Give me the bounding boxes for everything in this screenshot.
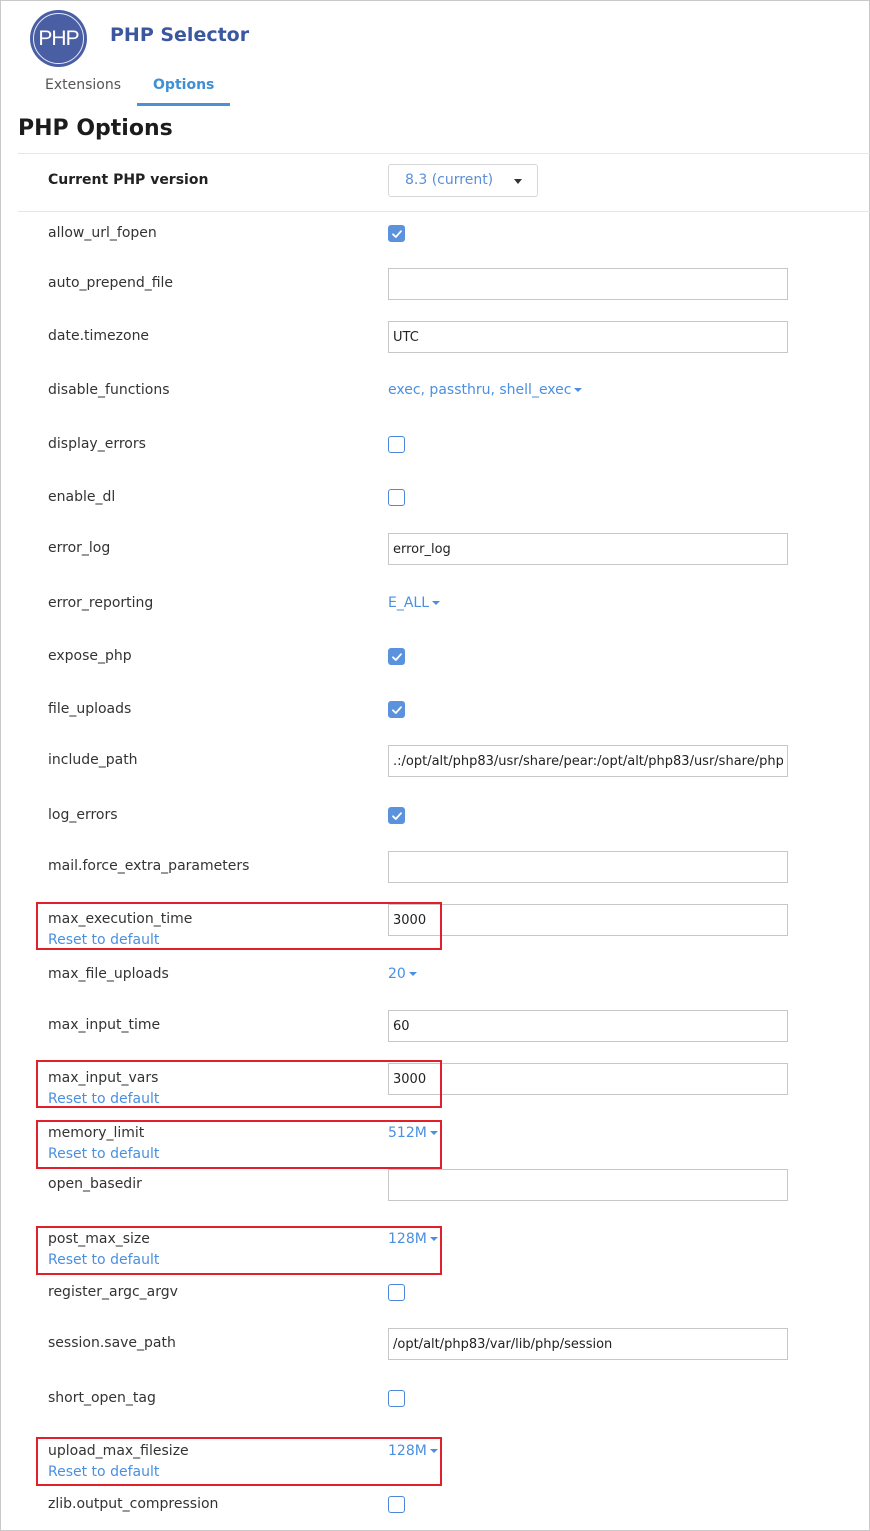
option-label-max-input-vars: max_input_vars bbox=[48, 1070, 159, 1086]
error-log-input[interactable] bbox=[388, 533, 788, 565]
option-label-open-basedir: open_basedir bbox=[48, 1176, 142, 1192]
option-label-error-reporting: error_reporting bbox=[48, 595, 154, 611]
checkmark-icon bbox=[391, 810, 403, 822]
divider bbox=[18, 211, 870, 212]
option-label-date-timezone: date.timezone bbox=[48, 328, 150, 344]
option-label-max-input-time: max_input_time bbox=[48, 1017, 161, 1033]
option-label-memory-limit: memory_limit bbox=[48, 1125, 145, 1141]
post-max-size-dropdown-value: 128M bbox=[388, 1231, 427, 1247]
disable-functions-dropdown[interactable] bbox=[388, 382, 582, 398]
option-label-auto-prepend-file: auto_prepend_file bbox=[48, 275, 174, 291]
option-label-mail-force-extra-parameters: mail.force_extra_parameters bbox=[48, 858, 250, 874]
option-label-register-argc-argv: register_argc_argv bbox=[48, 1284, 178, 1300]
option-label-post-max-size: post_max_size bbox=[48, 1231, 150, 1247]
php-version-select[interactable] bbox=[388, 164, 538, 197]
disable-functions-dropdown-value: exec, passthru, shell_exec bbox=[388, 382, 572, 398]
divider bbox=[18, 153, 870, 154]
caret-down-icon bbox=[430, 1449, 438, 1453]
short-open-tag-checkbox[interactable] bbox=[388, 1390, 405, 1407]
enable-dl-checkbox[interactable] bbox=[388, 489, 405, 506]
max-input-vars-input[interactable] bbox=[388, 1063, 788, 1095]
current-version-label: Current PHP version bbox=[48, 172, 209, 188]
option-label-error-log: error_log bbox=[48, 540, 111, 556]
display-errors-checkbox[interactable] bbox=[388, 436, 405, 453]
log-errors-checkbox[interactable] bbox=[388, 807, 405, 824]
tab-bar bbox=[29, 74, 230, 106]
option-label-disable-functions: disable_functions bbox=[48, 382, 170, 398]
caret-down-icon bbox=[432, 601, 440, 605]
caret-down-icon bbox=[574, 388, 582, 392]
php-logo bbox=[30, 10, 87, 67]
max-file-uploads-dropdown[interactable] bbox=[388, 966, 417, 982]
option-label-max-execution-time: max_execution_time bbox=[48, 911, 193, 927]
auto-prepend-file-input[interactable] bbox=[388, 268, 788, 300]
memory-limit-dropdown[interactable] bbox=[388, 1125, 438, 1141]
mail-force-extra-parameters-input[interactable] bbox=[388, 851, 788, 883]
option-label-include-path: include_path bbox=[48, 752, 138, 768]
expose-php-checkbox[interactable] bbox=[388, 648, 405, 665]
app-header bbox=[0, 0, 870, 120]
app-title: PHP Selector bbox=[110, 24, 250, 46]
session-save-path-input[interactable] bbox=[388, 1328, 788, 1360]
tab-options[interactable]: Options bbox=[137, 74, 230, 106]
checkmark-icon bbox=[391, 228, 403, 240]
error-reporting-dropdown[interactable] bbox=[388, 595, 440, 611]
register-argc-argv-checkbox[interactable] bbox=[388, 1284, 405, 1301]
upload-max-filesize-dropdown-value: 128M bbox=[388, 1443, 427, 1459]
option-label-max-file-uploads: max_file_uploads bbox=[48, 966, 169, 982]
option-label-zlib-output-compression: zlib.output_compression bbox=[48, 1496, 219, 1512]
include-path-input[interactable] bbox=[388, 745, 788, 777]
caret-down-icon bbox=[409, 972, 417, 976]
max-input-time-input[interactable] bbox=[388, 1010, 788, 1042]
file-uploads-checkbox[interactable] bbox=[388, 701, 405, 718]
memory-limit-reset-link[interactable]: Reset to default bbox=[48, 1146, 160, 1162]
checkmark-icon bbox=[391, 704, 403, 716]
max-input-vars-reset-link[interactable]: Reset to default bbox=[48, 1091, 160, 1107]
error-reporting-dropdown-value: E_ALL bbox=[388, 595, 430, 611]
option-label-enable-dl: enable_dl bbox=[48, 489, 116, 505]
option-label-session-save-path: session.save_path bbox=[48, 1335, 176, 1351]
caret-down-icon bbox=[430, 1131, 438, 1135]
max-file-uploads-dropdown-value: 20 bbox=[388, 966, 406, 982]
option-label-log-errors: log_errors bbox=[48, 807, 118, 823]
post-max-size-reset-link[interactable]: Reset to default bbox=[48, 1252, 160, 1268]
open-basedir-input[interactable] bbox=[388, 1169, 788, 1201]
date-timezone-input[interactable] bbox=[388, 321, 788, 353]
memory-limit-dropdown-value: 512M bbox=[388, 1125, 427, 1141]
max-execution-time-input[interactable] bbox=[388, 904, 788, 936]
option-label-file-uploads: file_uploads bbox=[48, 701, 132, 717]
option-label-allow-url-fopen: allow_url_fopen bbox=[48, 225, 157, 241]
caret-down-icon bbox=[430, 1237, 438, 1241]
option-label-expose-php: expose_php bbox=[48, 648, 132, 664]
chevron-down-icon bbox=[514, 179, 522, 184]
option-label-display-errors: display_errors bbox=[48, 436, 146, 452]
upload-max-filesize-reset-link[interactable]: Reset to default bbox=[48, 1464, 160, 1480]
checkmark-icon bbox=[391, 651, 403, 663]
upload-max-filesize-dropdown[interactable] bbox=[388, 1443, 438, 1459]
post-max-size-dropdown[interactable] bbox=[388, 1231, 438, 1247]
zlib-output-compression-checkbox[interactable] bbox=[388, 1496, 405, 1513]
option-label-upload-max-filesize: upload_max_filesize bbox=[48, 1443, 189, 1459]
php-version-value: 8.3 (current) bbox=[405, 172, 494, 188]
tab-extensions[interactable]: Extensions bbox=[45, 77, 122, 93]
max-execution-time-reset-link[interactable]: Reset to default bbox=[48, 932, 160, 948]
option-label-short-open-tag: short_open_tag bbox=[48, 1390, 156, 1406]
php-logo-text: PHP bbox=[33, 13, 84, 64]
page-title: PHP Options bbox=[18, 116, 173, 141]
allow-url-fopen-checkbox[interactable] bbox=[388, 225, 405, 242]
